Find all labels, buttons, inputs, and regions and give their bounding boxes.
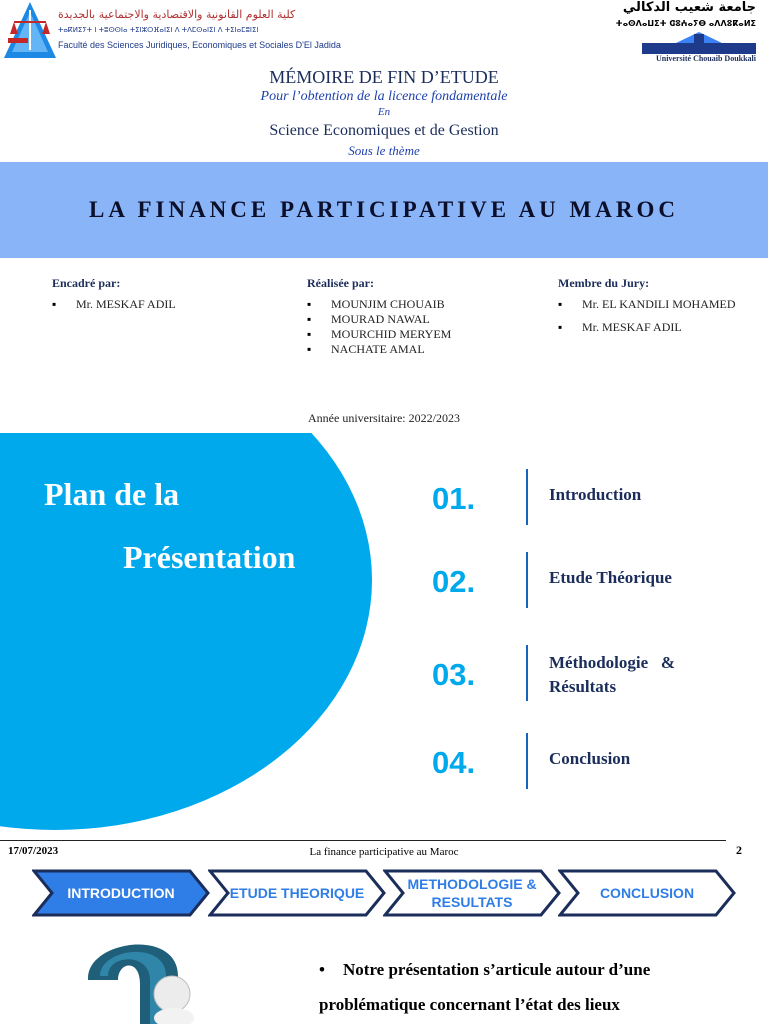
plan-item-number: 03. <box>432 657 476 692</box>
memoire-en: En <box>377 106 391 118</box>
question-mark-illustration <box>78 928 198 1024</box>
jury-heading: Membre du Jury: <box>558 276 650 290</box>
plan-item-label: Introduction <box>549 485 642 504</box>
memoire-theme-label: Sous le thème <box>348 143 420 158</box>
university-name-arabic: جامعة شعيب الدكالي <box>622 0 756 15</box>
plan-item-number: 04. <box>432 745 476 780</box>
faculty-logo <box>2 0 58 60</box>
university-name-french: Université Chouaib Doukkali <box>655 54 756 63</box>
footer-date: 17/07/2023 <box>8 845 59 857</box>
footer-divider <box>0 840 726 841</box>
jury-member: ▪ Mr. EL KANDILI MOHAMED <box>558 297 736 312</box>
author-name: ▪ MOURCHID MERYEM <box>307 327 451 342</box>
author-name: ▪ MOURAD NAWAL <box>307 312 451 327</box>
nav-step-conclusion[interactable] <box>558 869 736 917</box>
plan-item-label: Méthodologie & Résultats <box>549 653 680 696</box>
nav-step-label: CONCLUSION <box>599 885 695 901</box>
university-logo <box>642 32 756 54</box>
plan-circle-shape <box>0 330 372 830</box>
title-banner <box>0 162 768 258</box>
nav-step-label: METHODOLOGIE & RESULTATS <box>407 876 537 910</box>
intro-text: Notre présentation s’articule autour d’une problématique concernant l’état des lieux <box>319 960 651 1014</box>
plan-item-number: 02. <box>432 564 476 599</box>
plan-title-line-1: Plan de la <box>44 476 180 512</box>
nav-step-etude-theorique[interactable] <box>208 869 386 917</box>
nav-step-label: ETUDE THEORIQUE <box>229 885 365 901</box>
bullet-dot: • <box>319 960 325 979</box>
author-name: ▪ MOUNJIM CHOUAIB <box>307 297 451 312</box>
plan-item[interactable] <box>432 645 732 701</box>
supervisor-name: ▪ Mr. MESKAF ADIL <box>52 297 176 312</box>
university-name-tifinagh: ⵜⴰⵙⴷⴰⵡⵉⵜ ⵛⵓⵄⴰⵢⴱ ⴰⴷⴷⵓⴽⴰⵍⵉ <box>615 19 756 28</box>
plan-item-divider <box>526 733 528 789</box>
faculty-name-arabic: كلية العلوم القانونية والاقتصادية والاجتماعية بالجديدة <box>58 8 296 21</box>
nav-step-label: INTRODUCTION <box>67 885 175 901</box>
author-name: ▪ NACHATE AMAL <box>307 342 451 357</box>
nav-step-introduction[interactable] <box>32 869 210 917</box>
memoire-title: MÉMOIRE DE FIN D’ETUDE <box>269 67 499 87</box>
memoire-field: Science Economiques et de Gestion <box>269 122 499 139</box>
authors-column <box>307 276 451 357</box>
plan-item-label: Conclusion <box>549 749 631 768</box>
faculty-name-french: Faculté des Sciences Juridiques, Economiques et Sociales D'El Jadida <box>58 40 341 50</box>
plan-title-line-2: Présentation <box>123 539 296 575</box>
plan-item-divider <box>526 469 528 525</box>
academic-year: Année universitaire: 2022/2023 <box>308 411 460 425</box>
plan-item-label: Etude Théorique <box>549 568 672 587</box>
thesis-title: LA FINANCE PARTICIPATIVE AU MAROC <box>89 197 679 222</box>
nav-step-methodologie[interactable] <box>383 869 561 917</box>
plan-item[interactable] <box>432 733 732 789</box>
plan-item[interactable] <box>432 469 732 525</box>
plan-item[interactable] <box>432 552 732 608</box>
page-number: 2 <box>736 843 742 857</box>
jury-member: ▪ Mr. MESKAF ADIL <box>558 320 736 335</box>
authors-heading: Réalisée par: <box>307 276 374 290</box>
supervisor-heading: Encadré par: <box>52 276 121 290</box>
intro-paragraph <box>319 952 759 1022</box>
plan-item-number: 01. <box>432 481 476 516</box>
plan-item-divider <box>526 552 528 608</box>
plan-item-divider <box>526 645 528 701</box>
footer-title: La finance participative au Maroc <box>309 846 459 858</box>
supervisor-column <box>52 276 176 312</box>
memoire-subtitle: Pour l’obtention de la licence fondamentale <box>260 89 508 104</box>
jury-column <box>558 276 736 343</box>
faculty-name-tifinagh: ⵜⴰⴽⵍⵉⵢⵜ ⵏ ⵜⵓⵙⵙⵏⴰ ⵜⵉⵏⵣⵔⴼⴰⵏⵉⵏ ⴷ ⵜⴷⵎⵙⴰⵏⵉⵏ ⴷ ⵜⵉⵏⴰⵎⵓⵏⵉⵏ <box>58 26 259 34</box>
